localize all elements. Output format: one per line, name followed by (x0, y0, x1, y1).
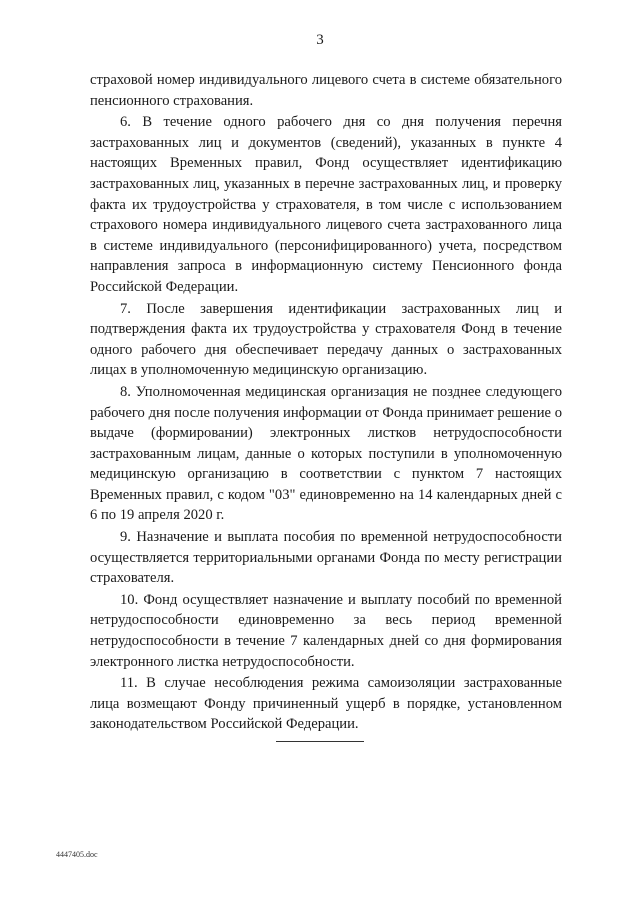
end-of-document-rule (276, 741, 364, 742)
paragraph-10: 10. Фонд осуществляет назначение и выплату пособий по временной нетрудоспособности единовременно за весь период временной нетрудоспособности в течение 7 календарных дней со дня формирования электронного листка нетрудоспособности. (90, 591, 562, 670)
paragraph-5-continuation: страховой номер индивидуального лицевого счета в системе обязательного пенсионного страхования. (90, 72, 562, 109)
document-body (90, 70, 562, 735)
paragraph-6: 6. В течение одного рабочего дня со дня получения перечня застрахованных лиц и документов (сведений), указанных в пункте 4 настоящих Временных правил, Фонд осуществляет идентификацию застрахованных лиц, указанных в перечне застрахованных лиц, и проверку факта их трудоустройства у страхователя, в том числе с использованием страхового номера индивидуального лицевого счета застрахованного лица в системе индивидуального (персонифицированного) учета, посредством направления запроса в информационную систему Пенсионного фонда Российской Федерации. (90, 114, 562, 295)
page-number: 3 (316, 32, 324, 48)
document-file-id: 4447405.doc (56, 850, 98, 859)
paragraph-11: 11. В случае несоблюдения режима самоизоляции застрахованные лица возмещают Фонду причиненный ущерб в порядке, установленном законодательством Российской Федерации. (90, 675, 562, 733)
paragraph-9: 9. Назначение и выплата пособия по временной нетрудоспособности осуществляется территориальными органами Фонда по месту регистрации страхователя. (90, 529, 562, 587)
paragraph-7: 7. После завершения идентификации застрахованных лиц и подтверждения факта их трудоустройства у страхователя Фонд в течение одного рабочего дня обеспечивает передачу данных о застрахованных лицах в уполномоченную медицинскую организацию. (90, 300, 562, 379)
paragraph-8: 8. Уполномоченная медицинская организация не позднее следующего рабочего дня после получения информации от Фонда принимает решение о выдаче (формировании) электронных листков нетрудоспособности застрахованным лицам, данные о которых поступили в уполномоченную медицинскую организацию в соответствии с пунктом 7 настоящих Временных правил, с кодом "03" единовременно на 14 календарных дней с 6 по 19 апреля 2020 г. (90, 383, 562, 524)
